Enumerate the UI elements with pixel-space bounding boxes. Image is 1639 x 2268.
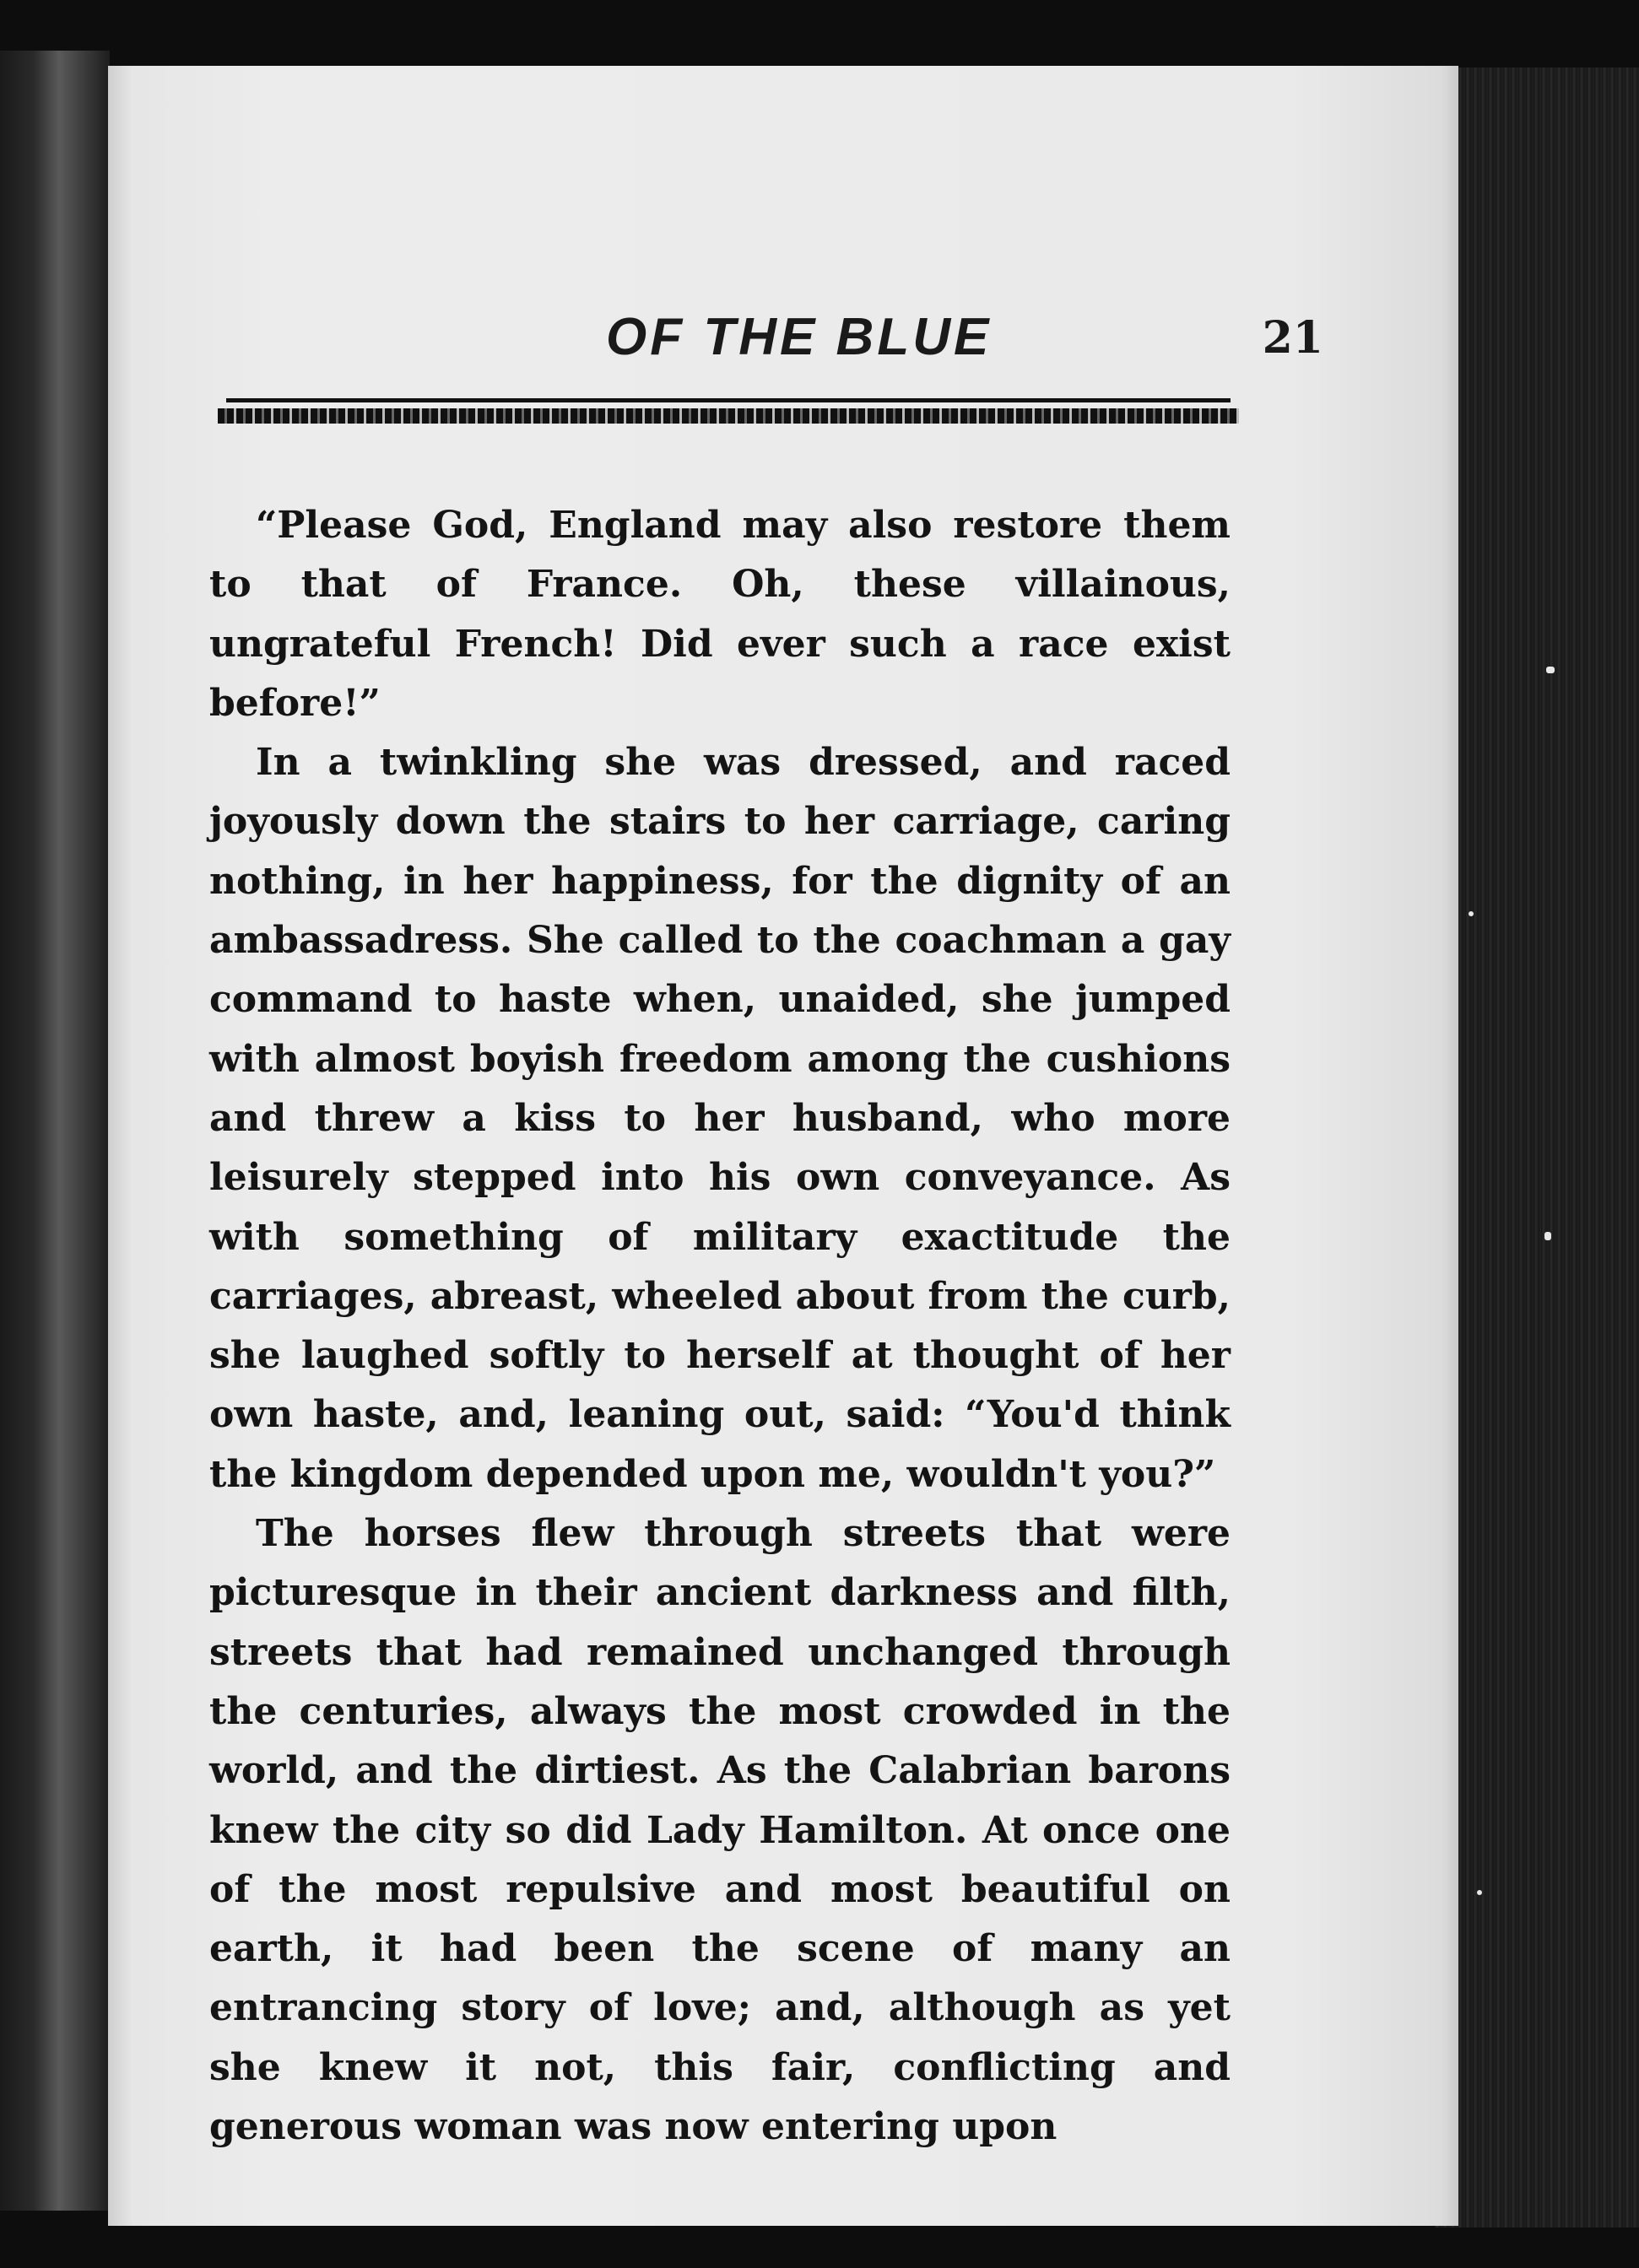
paragraph: The horses flew through streets that were picturesque in their ancient darkness and filth, streets that had remained unchanged through the centuries, always the most crowded in the world, and the dirtiest. As the Calabrian barons knew the city so did Lady Hamilton. At once one of the most repulsive and most beautiful on earth, it had been the scene of many an entrancing story of love; and, although as yet she knew it not, this fair, conflicting and generous woman was now entering upon: [209, 1512, 1231, 2149]
page-number: 21: [1262, 312, 1323, 364]
book-page: [108, 66, 1458, 2226]
rule-line: [226, 398, 1231, 402]
running-head: OF THE BLUE: [606, 308, 993, 366]
dust-speck: [1477, 1890, 1482, 1895]
paragraph: “Please God, England may also restore them to that of France. Oh, these villainous, ungrateful French! Did ever such a race exist before!”: [209, 504, 1231, 725]
page-header: [209, 268, 1340, 366]
paragraph: In a twinkling she was dressed, and raced joyously down the stairs to her carriage, caring nothing, in her happiness, for the dignity of an ambassadress. She called to the coachman a gay command to haste when, unaided, she jumped with almost boyish freedom among the cushions and threw a kiss to her husband, who more leisurely stepped into his own conveyance. As with something of military exactitude the carriages, abreast, wheeled about from the curb, she laughed softly to herself at thought of her own haste, and, leaning out, said: “You'd think the kingdom depended upon me, wouldn't you?”: [209, 741, 1231, 1496]
book-spine-edge: [0, 51, 110, 2211]
ornamental-band: [218, 408, 1239, 424]
body-text: [209, 496, 1231, 2157]
page-stack-edge: [1435, 68, 1639, 2228]
decorative-rule: [209, 398, 1340, 420]
dust-speck: [1546, 667, 1555, 673]
dust-speck: [1469, 911, 1474, 916]
dust-speck: [1544, 1232, 1551, 1240]
page-content: [209, 268, 1340, 2149]
